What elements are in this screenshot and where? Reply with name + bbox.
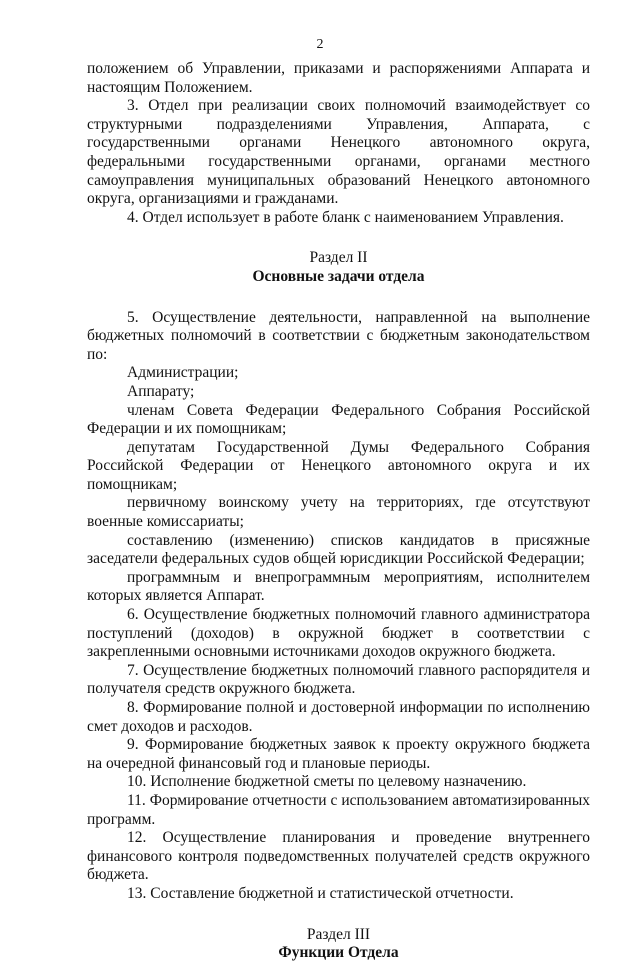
paragraph-12: 12. Осуществление планирования и проведение внутреннего финансового контроля подведомственных получателей средств окружного бюджета. <box>87 829 590 884</box>
paragraph-13: 13. Составление бюджетной и статистической отчетности. <box>127 884 514 902</box>
subitem: членам Совета Федерации Федерального Собрания Российской Федерации и их помощникам; <box>87 401 590 438</box>
paragraph-5: 5. Осуществление деятельности, направленной на выполнение бюджетных полномочий в соответствии с бюджетным законодательством по: <box>87 308 590 363</box>
subitem: Администрации; <box>127 364 239 382</box>
subitem: составлению (изменению) списков кандидатов в присяжные заседатели федеральных судов общей юрисдикции Российской Федерации; <box>87 531 590 568</box>
section-3-label: Раздел III <box>306 925 371 943</box>
section-2-label: Раздел II <box>309 249 368 267</box>
paragraph-4: 4. Отдел использует в работе бланк с наименованием Управления. <box>127 208 564 226</box>
paragraph-7: 7. Осуществление бюджетных полномочий главного распорядителя и получателя средств окружного бюджета. <box>87 661 590 698</box>
section-3-title: Функции Отдела <box>278 944 399 962</box>
paragraph-11: 11. Формирование отчетности с использованием автоматизированных программ. <box>87 791 590 828</box>
document-body <box>87 60 590 963</box>
subitem: программным и внепрограммным мероприятиям, исполнителем которых является Аппарат. <box>87 568 590 605</box>
paragraph-continuation: положением об Управлении, приказами и распоряжениями Аппарата и настоящим Положением. <box>87 60 590 96</box>
subitem: первичному воинскому учету на территориях, где отсутствуют военные комиссариаты; <box>87 494 590 531</box>
paragraph-10: 10. Исполнение бюджетной сметы по целевому назначению. <box>127 773 527 791</box>
paragraph-9: 9. Формирование бюджетных заявок к проекту окружного бюджета на очередной финансовый год и плановые периоды. <box>87 736 590 772</box>
section-2-title: Основные задачи отдела <box>252 267 425 285</box>
paragraph-8: 8. Формирование полной и достоверной информации по исполнению смет доходов и расходов. <box>87 699 590 735</box>
paragraph-3: 3. Отдел при реализации своих полномочий взаимодействует со структурными подразделениями Управления, Аппарата, с государственными органами Ненецкого автономного округа, федеральными государственными органами, органами местного самоуправления муниципальных образований Ненецкого автономного округа, организациями и гражданами. <box>87 97 590 208</box>
page-number: 2 <box>316 37 324 52</box>
subitem: Аппарату; <box>127 382 195 400</box>
subitem: депутатам Государственной Думы Федерального Собрания Российской Федерации от Ненецкого автономного округа и их помощникам; <box>87 438 590 493</box>
paragraph-6: 6. Осуществление бюджетных полномочий главного администратора поступлений (доходов) в окружной бюджет в соответствии с закрепленными основными источниками доходов окружного бюджета. <box>87 606 590 661</box>
